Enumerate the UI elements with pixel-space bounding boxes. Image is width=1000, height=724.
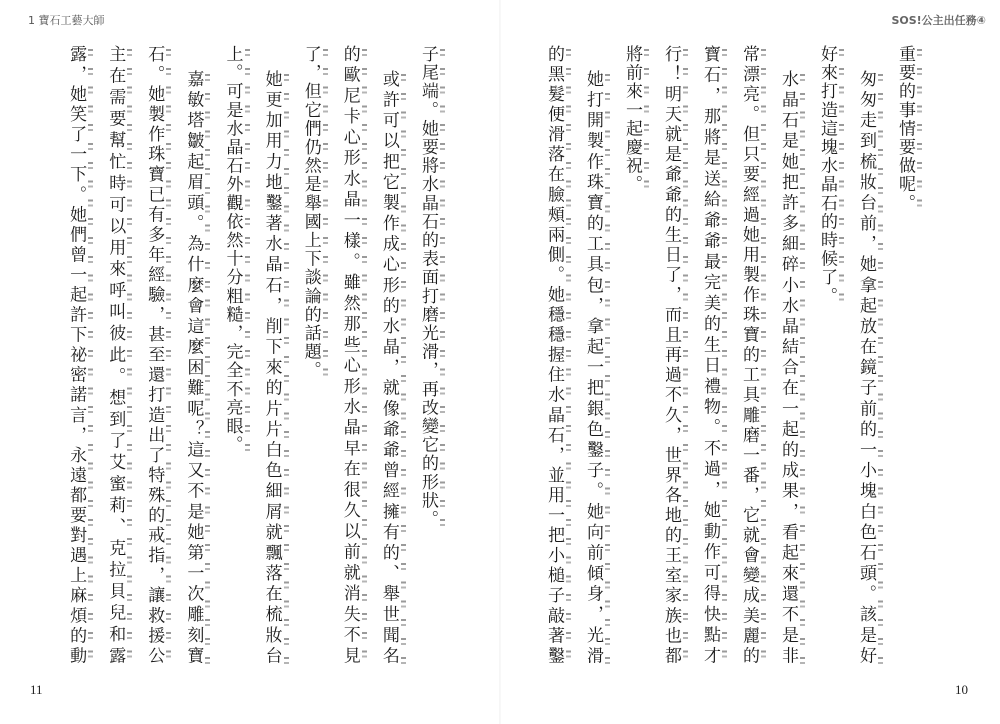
text-column: 她打開製作珠寶的工具包，拿起一把銀色鑿子。她向前傾身，光滑 — [583, 70, 603, 665]
text-column: 水晶石是她把許多細碎小水晶結合在一起的成果，看起來還不是非 — [778, 70, 798, 665]
text-column: 了，但它們仍然是舉國上下談論的話題。 — [300, 45, 321, 380]
text-column: 或許可以把它製作成心形的水晶，就像爺爺曾經擁有的、舉世聞名 — [378, 70, 399, 665]
text-column: 好來打造這塊水晶石的時候了。 — [817, 45, 837, 306]
text-column: 嘉敏塔皺起眉頭。為什麼會這麼困難呢？這又不是她第一次雕刻寶 — [183, 70, 204, 665]
running-head-chapter: 1 寶石工藝大師 — [28, 14, 105, 27]
text-column: 的黑髮便滑落在臉頰兩側。她穩穩握住水晶石，並用一把小槌子敲著鑿 — [544, 45, 564, 665]
zhuyin-annotation — [323, 45, 328, 380]
page-number-right: 10 — [955, 682, 968, 697]
page-gutter — [499, 0, 501, 724]
zhuyin-annotation — [683, 45, 688, 665]
zhuyin-annotation — [605, 70, 610, 665]
zhuyin-annotation — [284, 70, 289, 665]
text-column: 將前來一起慶祝。 — [622, 45, 642, 194]
text-column: 的歐尼卡心形水晶一樣。雖然那些心形水晶早在很久以前就消失不見 — [339, 45, 360, 665]
zhuyin-annotation — [800, 70, 805, 665]
zhuyin-annotation — [205, 70, 210, 665]
text-column: 露，她笑了一下。她們曾一起許下祕密諾言，永遠都要對遇上麻煩的動 — [66, 45, 87, 665]
zhuyin-annotation — [401, 70, 406, 665]
page-number-left: 11 — [30, 682, 43, 697]
text-column: 行！明天就是爺爺的生日了，而且再過不久，世界各地的王室家族也都 — [661, 45, 681, 665]
text-column: 重要的事情要做呢。 — [895, 45, 915, 213]
zhuyin-annotation — [166, 45, 171, 665]
zhuyin-annotation — [839, 45, 844, 305]
zhuyin-annotation — [245, 45, 250, 454]
zhuyin-annotation — [917, 45, 922, 212]
zhuyin-annotation — [761, 45, 766, 665]
text-column: 常漂亮。但只要經過她用製作珠寶的工具雕磨一番，它就會變成美麗的 — [739, 45, 759, 665]
zhuyin-annotation — [440, 45, 445, 529]
text-column: 石。她製作珠寶已有多年經驗，甚至還打造出了特殊的戒指，讓救援公 — [144, 45, 165, 665]
text-column: 匆匆走到梳妝台前，她拿起放在鏡子前的一小塊白色石頭。該是好 — [856, 70, 876, 665]
zhuyin-annotation — [127, 45, 132, 665]
zhuyin-annotation — [88, 45, 93, 665]
zhuyin-annotation — [566, 45, 571, 665]
running-head-series: SOS!公主出任務④ — [891, 14, 986, 27]
text-column: 上。可是水晶石外觀依然十分粗糙，完全不亮眼。 — [222, 45, 243, 455]
text-column: 寶石，那將是送給爺爺最完美的生日禮物。不過，她動作可得快點才 — [700, 45, 720, 665]
text-column: 子尾端。她要將水晶石的表面打磨光滑，再改變它的形狀。 — [418, 45, 438, 529]
text-column: 她更加用力地鑿著水晶石，削下來的片片白色細屑就飄落在梳妝台 — [261, 70, 282, 665]
zhuyin-annotation — [644, 45, 649, 194]
zhuyin-annotation — [878, 70, 883, 665]
zhuyin-annotation — [362, 45, 367, 665]
zhuyin-annotation — [722, 45, 727, 665]
text-column: 主在需要幫忙時可以用來呼叫彼此。想到了艾蜜莉、克拉貝兒和露 — [105, 45, 126, 665]
